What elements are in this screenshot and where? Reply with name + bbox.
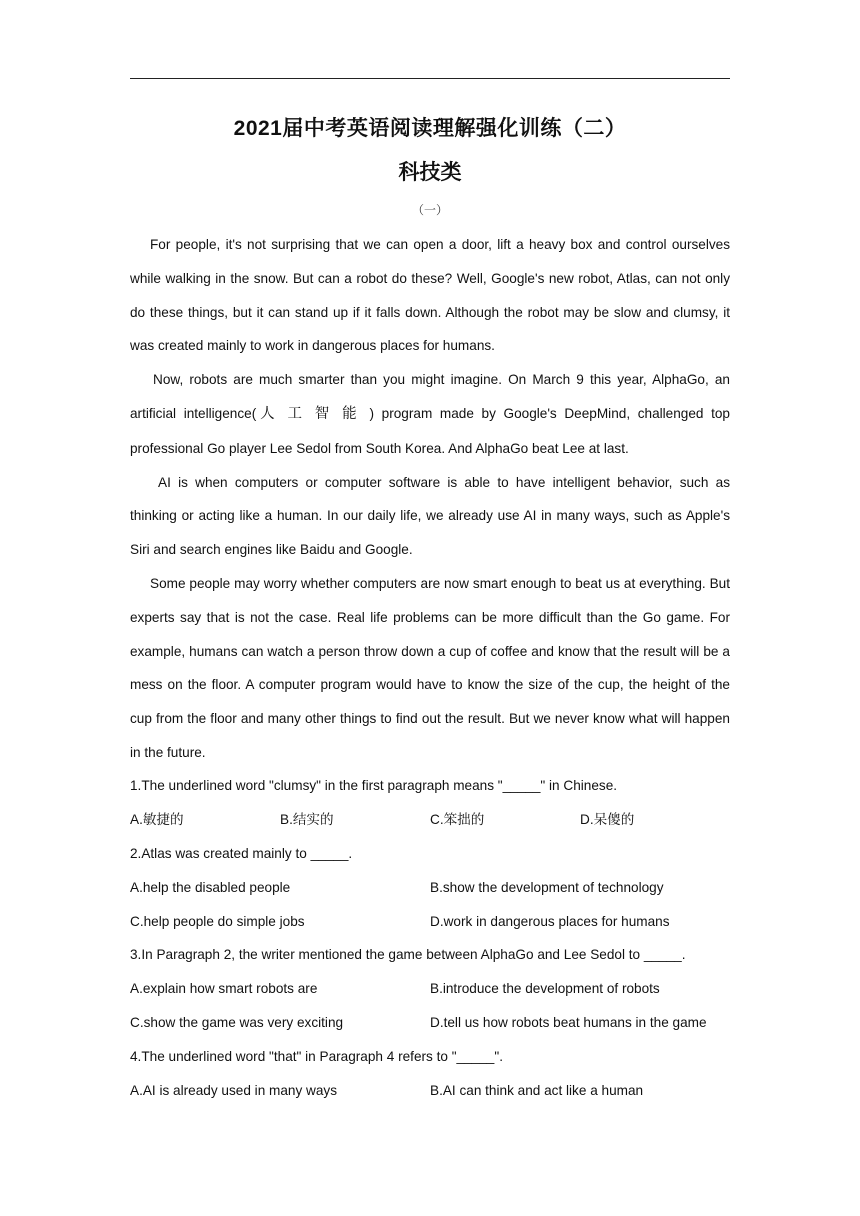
question-2-option-b: B.show the development of technology bbox=[430, 880, 664, 895]
question-2-stem: 2.Atlas was created mainly to _____. bbox=[130, 846, 353, 861]
question-3-option-a: A.explain how smart robots are bbox=[130, 981, 318, 996]
question-1-stem: 1.The underlined word "clumsy" in the first paragraph means "_____" in Chinese. bbox=[130, 778, 618, 793]
question-2-option-d: D.work in dangerous places for humans bbox=[430, 914, 670, 929]
document-title: 2021届中考英语阅读理解强化训练（二） bbox=[233, 117, 627, 140]
question-3-stem: 3.In Paragraph 2, the writer mentioned the game between AlphaGo and Lee Sedol to _____. bbox=[130, 947, 686, 962]
question-4-option-b: B.AI can think and act like a human bbox=[430, 1083, 644, 1098]
paragraph-2-text-b: ) program made by Google's DeepMind, challenged top professional Go player Lee Sedol from South Korea. And AlphaGo beat Lee at last. bbox=[130, 405, 730, 456]
question-1-option-d: D.呆傻的 bbox=[580, 812, 635, 827]
question-3-option-d: D.tell us how robots beat humans in the game bbox=[430, 1015, 707, 1030]
paragraph-2-chinese-gloss: 人工智能 bbox=[256, 405, 370, 422]
paragraph-2 bbox=[130, 363, 730, 465]
document-subtitle: 科技类 bbox=[398, 161, 462, 184]
paragraph-2-text-a: Now, robots are much smarter than you might imagine. On March 9 this year, AlphaGo, an artificial intelligence( bbox=[130, 372, 730, 421]
question-3-option-b: B.introduce the development of robots bbox=[430, 981, 660, 996]
question-1-option-b: B.结实的 bbox=[280, 812, 334, 827]
paragraph-3: AI is when computers or computer software is able to have intelligent behavior, such as thinking or acting like a human. In our daily life, we already use AI in many ways, such as Apple's Siri and search engines like Baidu and Google. bbox=[130, 474, 730, 558]
question-4-option-a: A.AI is already used in many ways bbox=[130, 1083, 338, 1098]
section-label: （一） bbox=[411, 203, 448, 217]
paragraph-4: Some people may worry whether computers are now smart enough to beat us at everything. But experts say that is not the case. Real life problems can be more difficult than the Go game. For example, humans can watch a person throw down a cup of coffee and know that the result will be a mess on the floor. A computer program would have to know the size of the cup, the height of the cup from the floor and many other things to find out the result. But we never know what will happen in the future. bbox=[130, 575, 730, 760]
question-3-option-c: C.show the game was very exciting bbox=[130, 1015, 344, 1030]
header-rule bbox=[130, 78, 730, 79]
question-1-option-a: A.敏捷的 bbox=[130, 812, 184, 827]
question-2-option-a: A.help the disabled people bbox=[130, 880, 291, 895]
question-2-option-c: C.help people do simple jobs bbox=[130, 914, 305, 929]
paragraph-1: For people, it's not surprising that we can open a door, lift a heavy box and control ourselves while walking in the snow. But can a robot do these? Well, Google's new robot, Atlas, can not only do these things, but it can stand up if it falls down. Although the robot may be slow and clumsy, it was created mainly to work in dangerous places for humans. bbox=[130, 237, 730, 354]
question-1-option-c: C.笨拙的 bbox=[430, 812, 485, 827]
reading-passage bbox=[130, 228, 730, 770]
question-4-stem: 4.The underlined word "that" in Paragraph 4 refers to "_____". bbox=[130, 1049, 503, 1064]
